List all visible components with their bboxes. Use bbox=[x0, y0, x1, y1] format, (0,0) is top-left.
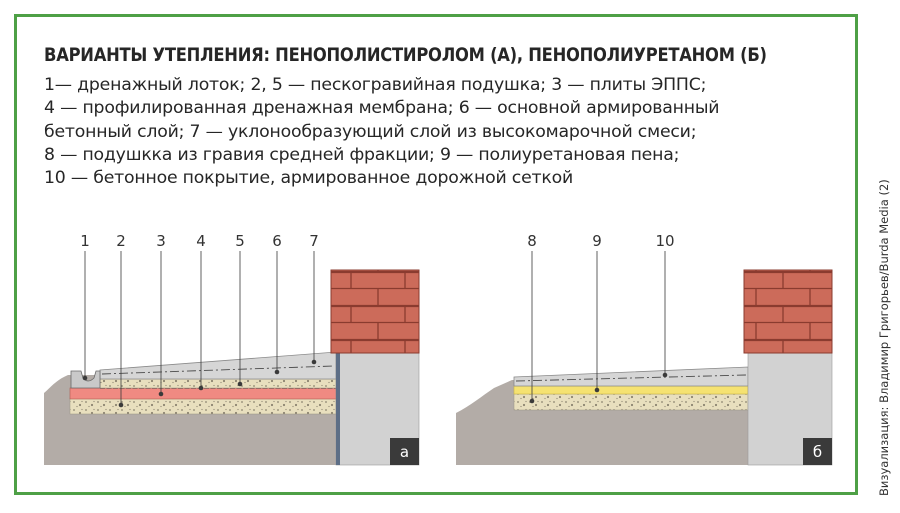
gravel-cushion-a bbox=[70, 398, 336, 414]
callout-6: 6 bbox=[272, 232, 282, 250]
legend-line: 8 — подушкка из гравия средней фракции; 9 — полиуретановая пена; bbox=[44, 144, 680, 165]
legend-line: 10 — бетонное покрытие, армированное дорожной сеткой bbox=[44, 168, 574, 189]
figure-title: ВАРИАНТЫ УТЕПЛЕНИЯ: ПЕНОПОЛИСТИРОЛОМ (А), ПЕНОПОЛИУРЕТАНОМ (Б) bbox=[44, 44, 767, 66]
damp-proof-strip-a bbox=[336, 353, 340, 465]
sand-gravel-cushion-a bbox=[100, 379, 336, 388]
gravel-cushion-b bbox=[514, 394, 748, 410]
callout-dot bbox=[595, 388, 600, 393]
callout-7: 7 bbox=[309, 232, 319, 250]
callout-dot bbox=[199, 386, 204, 391]
photo-credit: Визуализация: Владимир Григорьев/Burda Media (2) bbox=[877, 179, 891, 496]
legend-line: 1— дренажный лоток; 2, 5 — пескогравийная подушка; 3 — плиты ЭППС; bbox=[44, 75, 707, 95]
eps-board-layer bbox=[70, 388, 336, 399]
brick-wall-b bbox=[744, 270, 832, 353]
callout-dot bbox=[275, 370, 280, 375]
callout-dot bbox=[119, 403, 124, 408]
callout-dot bbox=[83, 376, 88, 381]
concrete-slab-b bbox=[514, 367, 748, 386]
pu-foam-layer bbox=[514, 386, 748, 394]
callout-dot bbox=[238, 382, 243, 387]
callout-8: 8 bbox=[527, 232, 537, 250]
badge-a-label: а bbox=[399, 443, 410, 461]
badge-b-label: б bbox=[812, 443, 823, 461]
legend-line: бетонный слой; 7 — уклонообразующий слой из высокомарочной смеси; bbox=[44, 121, 697, 142]
diagram-b bbox=[440, 0, 860, 513]
callout-9: 9 bbox=[592, 232, 602, 250]
callout-1: 1 bbox=[80, 232, 90, 250]
callout-3: 3 bbox=[156, 232, 166, 250]
brick-wall-a bbox=[331, 270, 419, 353]
callout-2: 2 bbox=[116, 232, 126, 250]
callout-5: 5 bbox=[235, 232, 245, 250]
callout-dot bbox=[159, 392, 164, 397]
callout-dot bbox=[312, 360, 317, 365]
callout-10: 10 bbox=[655, 232, 675, 250]
callout-dot bbox=[663, 373, 668, 378]
concrete-slab-a bbox=[100, 352, 336, 379]
callout-dot bbox=[530, 399, 535, 404]
legend-line: 4 — профилированная дренажная мембрана; 6 — основной армированный bbox=[44, 98, 720, 119]
callout-4: 4 bbox=[196, 232, 206, 250]
diagram-a bbox=[0, 0, 440, 513]
